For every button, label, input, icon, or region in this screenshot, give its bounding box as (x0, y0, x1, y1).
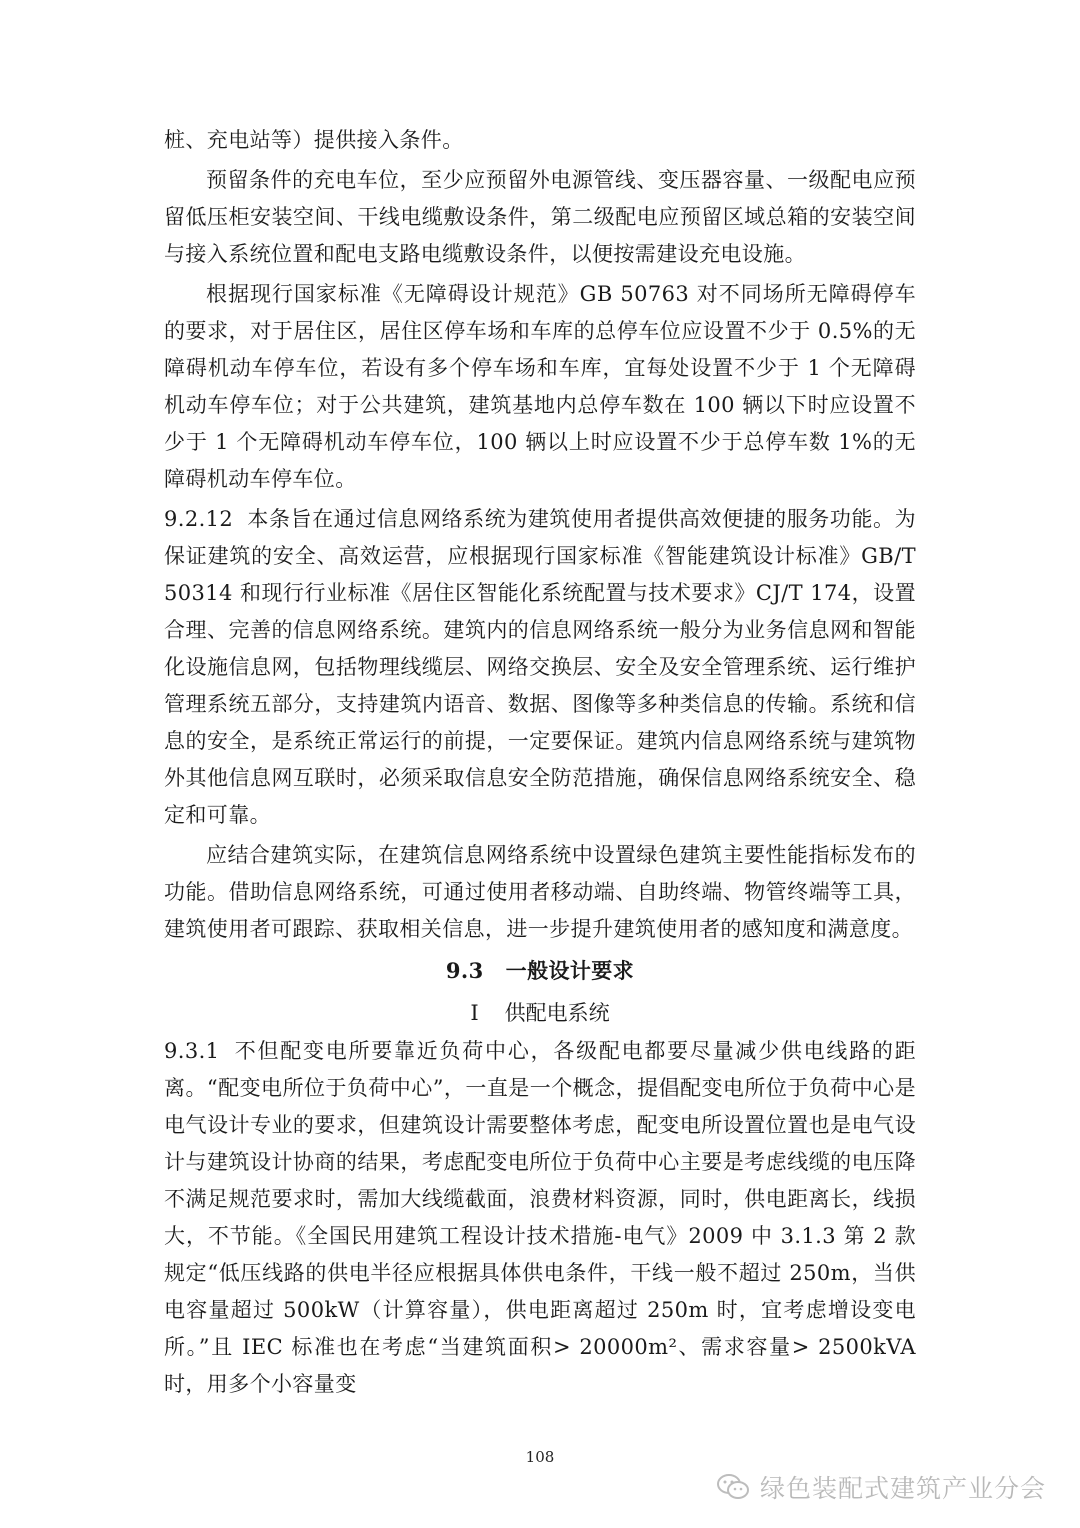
clause-9-2-12 (164, 501, 916, 834)
paragraph-2: 预留条件的充电车位，至少应预留外电源管线、变压器容量、一级配电应预留低压柜安装空间、干线电缆敷设条件，第二级配电应预留区域总箱的安装空间与接入系统位置和配电支路电缆敷设条件，以便按需建设充电设施。 (164, 168, 916, 266)
subsection-heading (164, 993, 916, 1033)
section-heading (164, 951, 916, 991)
clause-text: 本条旨在通过信息网络系统为建筑使用者提供高效便捷的服务功能。为保证建筑的安全、高效运营，应根据现行国家标准《智能建筑设计标准》GB/T 50314 和现行行业标准《居住区智能化系统配置与技术要求》CJ/T 174，设置合理、完善的信息网络系统。建筑内的信息网络系统一般分为业务信息网和智能化设施信息网，包括物理线缆层、网络交换层、安全及安全管理系统、运行维护管理系统五部分，支持建筑内语音、数据、图像等多种类信息的传输。系统和信息的安全，是系统正常运行的前提，一定要保证。建筑内信息网络系统与建筑物外其他信息网互联时，必须采取信息安全防范措施，确保信息网络系统安全、稳定和可靠。 (164, 507, 916, 827)
subsection-number: Ⅰ (470, 1001, 479, 1025)
section-number: 9.3 (445, 958, 484, 983)
paragraph-3: 根据现行国家标准《无障碍设计规范》GB 50763 对不同场所无障碍停车的要求，对于居住区，居住区停车场和车库的总停车位应设置不少于 0.5%的无障碍机动车停车位，若设有多个停车场和车库，宜每处设置不少于 1 个无障碍机动车停车位；对于公共建筑，建筑基地内总停车数在 100 辆以下时应设置不少于 1 个无障碍机动车停车位，100 辆以上时应设置不少于总停车数 1%的无障碍机动车停车位。 (164, 282, 916, 491)
section-title: 一般设计要求 (505, 958, 635, 983)
watermark (716, 1467, 1046, 1507)
clause-text: 不但配变电所要靠近负荷中心，各级配电都要尽量减少供电线路的距离。“配变电所位于负荷中心”，一直是一个概念，提倡配变电所位于负荷中心是电气设计专业的要求，但建筑设计需要整体考虑，配变电所设置位置也是电气设计与建筑设计协商的结果，考虑配变电所位于负荷中心主要是考虑线缆的电压降不满足规范要求时，需加大线缆截面，浪费材料资源，同时，供电距离长，线损大，不节能。《全国民用建筑工程设计技术措施-电气》2009 中 3.1.3 第 2 款规定“低压线路的供电半径应根据具体供电条件，干线一般不超过 250m，当供电容量超过 500kW（计算容量），供电距离超过 250m 时，宜考虑增设变电所。”且 IEC 标准也在考虑“当建筑面积> 20000m²、需求容量> 2500kVA 时，用多个小容量变 (164, 1039, 916, 1396)
subsection-title: 供配电系统 (504, 1001, 610, 1025)
clause-number: 9.3.1 (164, 1039, 220, 1063)
paragraph-5: 应结合建筑实际，在建筑信息网络系统中设置绿色建筑主要性能指标发布的功能。借助信息网络系统，可通过使用者移动端、自助终端、物管终端等工具，建筑使用者可跟踪、获取相关信息，进一步提升建筑使用者的感知度和满意度。 (164, 843, 916, 941)
document-body (164, 122, 916, 1403)
clause-number: 9.2.12 (164, 507, 234, 531)
page-number: 108 (525, 1448, 555, 1466)
wechat-icon (716, 1472, 750, 1502)
watermark-text: 绿色装配式建筑产业分会 (759, 1474, 1046, 1503)
clause-9-3-1 (164, 1033, 916, 1403)
paragraph-1: 桩、充电站等）提供接入条件。 (164, 128, 464, 152)
